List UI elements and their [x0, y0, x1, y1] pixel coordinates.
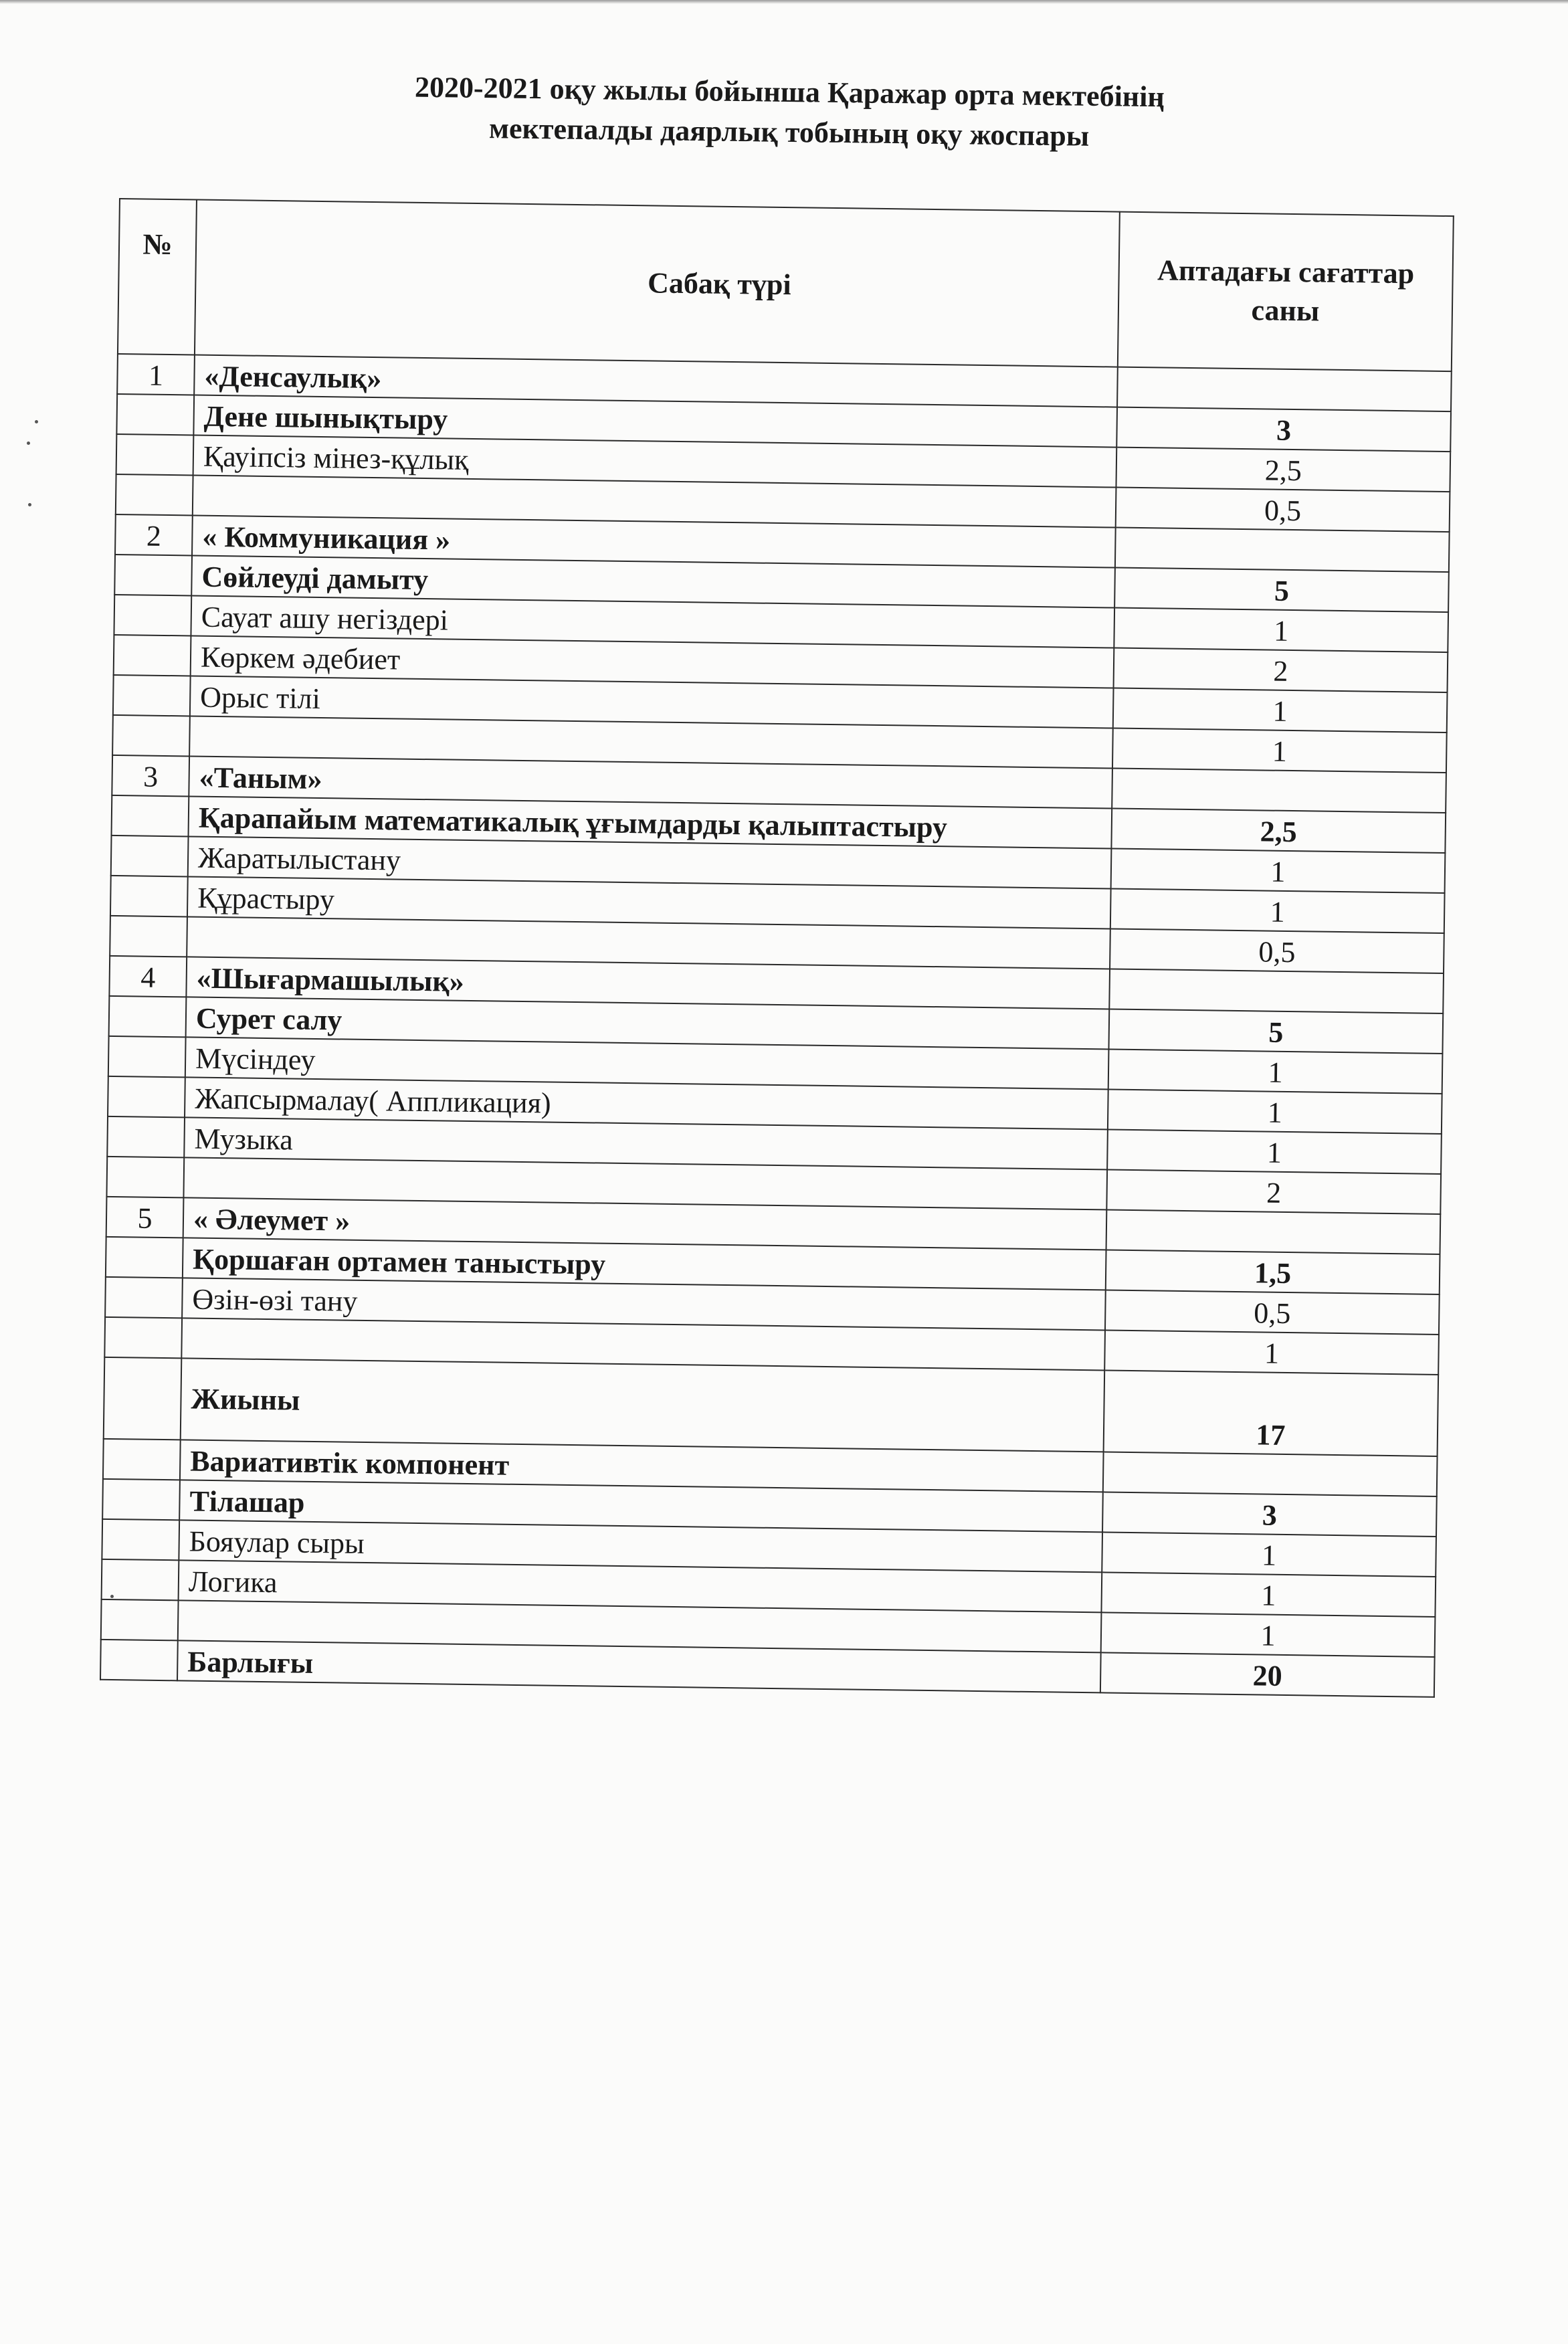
row-number-empty: [109, 996, 187, 1038]
scan-speck: [110, 1595, 114, 1598]
row-number-empty: [100, 1640, 178, 1681]
section-hours-empty: [1112, 769, 1446, 813]
weekly-hours: 1: [1112, 728, 1447, 773]
subject-name: Өзін-өзі тану: [182, 1278, 1106, 1330]
row-number-empty: [110, 916, 187, 957]
section-number: 3: [112, 755, 189, 797]
table-header-row: [118, 199, 1454, 371]
subject-name: Жапсырмалау( Аппликация): [185, 1077, 1108, 1129]
grand-total-hours: 20: [1100, 1652, 1435, 1697]
subject-name: Логика: [179, 1560, 1102, 1612]
row-number-empty: [103, 1439, 181, 1480]
subject-name: Тілашар: [179, 1480, 1103, 1532]
section-hours-empty: [1109, 969, 1444, 1013]
title-line-2: мектепалды даярлық тобының оқу жоспары: [488, 112, 1090, 153]
subject-name: Қауіпсіз мінез-құлық: [193, 435, 1117, 487]
weekly-hours: 3: [1116, 407, 1451, 452]
weekly-hours: 1: [1104, 1330, 1439, 1375]
row-number-empty: [102, 1559, 179, 1601]
weekly-hours: 1: [1101, 1572, 1436, 1617]
row-number-empty: [102, 1479, 180, 1521]
section-number: 5: [106, 1197, 184, 1238]
row-number-empty: [113, 675, 191, 716]
section-name: «Денсаулық»: [194, 355, 1118, 407]
weekly-hours: 1: [1113, 688, 1448, 733]
total-label: Жиыны: [181, 1358, 1104, 1452]
scan-speck: [27, 442, 30, 445]
weekly-hours: 1: [1108, 1049, 1443, 1094]
row-number-empty: [114, 555, 192, 596]
section-name: «Шығармашылық»: [186, 957, 1110, 1009]
title-line-1: 2020-2021 оқу жылы бойынша Қаражар орта мектебінің: [414, 70, 1165, 114]
row-number-empty: [114, 635, 191, 676]
subject-name: Сөйлеуді дамыту: [191, 555, 1115, 607]
header-weekly-hours: Аптадағы сағаттар саны: [1118, 212, 1454, 372]
row-number-empty: [116, 434, 194, 476]
section-hours-empty: [1115, 528, 1450, 573]
total-hours: 17: [1104, 1370, 1439, 1456]
section-number: 2: [115, 514, 193, 556]
row-number-empty: [112, 715, 190, 757]
subject-name: Құрастыру: [187, 876, 1111, 929]
subject-name: Сурет салу: [186, 997, 1110, 1049]
row-number-empty: [105, 1277, 183, 1318]
section-name: «Таным»: [189, 756, 1112, 808]
row-number-empty: [104, 1317, 182, 1359]
weekly-hours: 2: [1106, 1169, 1441, 1214]
row-number-empty: [107, 1116, 185, 1158]
curriculum-table-body: [100, 199, 1454, 1697]
row-number-empty: [110, 876, 188, 917]
row-number-empty: [102, 1519, 179, 1561]
header-subject: Сабақ түрі: [195, 200, 1120, 367]
weekly-hours: 1: [1111, 849, 1446, 894]
weekly-hours: 1: [1110, 888, 1445, 933]
subject-name: Жаратылыстану: [188, 836, 1112, 888]
header-number: №: [118, 199, 197, 355]
weekly-hours: 0,5: [1116, 488, 1450, 532]
scan-speck: [35, 420, 38, 423]
weekly-hours: 0,5: [1105, 1290, 1440, 1335]
row-number-empty: [116, 474, 193, 516]
row-number-empty: [116, 394, 194, 435]
weekly-hours: 1: [1101, 1612, 1436, 1657]
row-number-empty: [104, 1357, 182, 1440]
weekly-hours: 0,5: [1110, 929, 1444, 973]
weekly-hours: 1: [1102, 1532, 1436, 1577]
weekly-hours: 5: [1114, 568, 1449, 613]
section-hours-empty: [1117, 367, 1452, 412]
row-number-empty: [106, 1157, 184, 1198]
row-number-empty: [114, 595, 191, 636]
subject-name: Қарапайым математикалық ұғымдарды қалыптастыру: [189, 796, 1112, 848]
row-number-empty: [108, 1036, 186, 1078]
subject-name: Сауат ашу негіздері: [191, 595, 1114, 648]
weekly-hours: 1: [1108, 1089, 1442, 1134]
variative-label: Вариативтік компонент: [180, 1440, 1104, 1492]
weekly-hours: 2,5: [1116, 448, 1450, 492]
weekly-hours: 1: [1107, 1129, 1442, 1174]
row-number-empty: [101, 1599, 179, 1641]
subject-name: Мүсіндеу: [185, 1037, 1109, 1089]
grand-total-label: Барлығы: [177, 1640, 1101, 1692]
weekly-hours: 2: [1114, 648, 1448, 693]
weekly-hours: 2,5: [1111, 809, 1446, 854]
document-title: [254, 66, 1325, 160]
scan-edge: [0, 0, 1568, 4]
row-number-empty: [108, 1076, 185, 1118]
scan-speck: [28, 503, 31, 506]
variative-hours-empty: [1103, 1452, 1438, 1496]
section-number: 4: [109, 956, 187, 997]
subject-name: Көркем әдебиет: [191, 636, 1114, 688]
subject-name: Бояулар сыры: [179, 1520, 1102, 1572]
weekly-hours: 5: [1108, 1009, 1443, 1054]
section-name: « Коммуникация »: [192, 515, 1116, 567]
section-number: 1: [117, 354, 195, 395]
subject-name: Қоршаған ортамен таныстыру: [183, 1238, 1106, 1290]
subject-name: Музыка: [184, 1117, 1108, 1169]
curriculum-table: [100, 198, 1454, 1698]
curriculum-table-wrapper: [100, 198, 1453, 1698]
subject-name: Дене шынықтыру: [193, 395, 1117, 447]
section-hours-empty: [1106, 1209, 1441, 1254]
weekly-hours: 3: [1102, 1492, 1437, 1537]
subject-name: Орыс тілі: [190, 676, 1114, 728]
row-number-empty: [106, 1237, 183, 1278]
row-number-empty: [112, 795, 189, 837]
weekly-hours: 1: [1114, 608, 1448, 653]
weekly-hours: 1,5: [1106, 1250, 1440, 1294]
row-number-empty: [111, 836, 189, 877]
section-name: « Әлеумет »: [183, 1197, 1107, 1250]
